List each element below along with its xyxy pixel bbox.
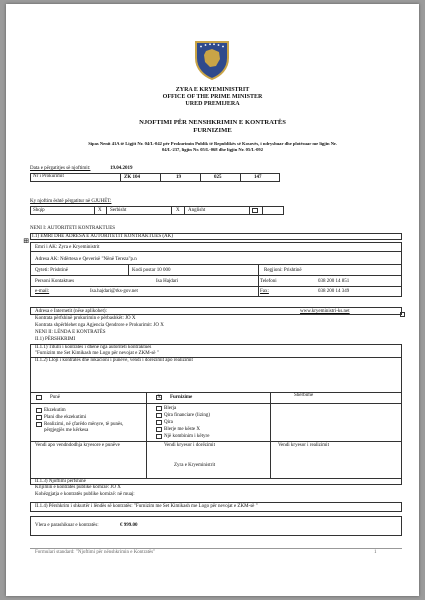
org-name-line-2: OFFICE OF THE PRIME MINISTER [162, 94, 263, 100]
supplies-option: Qira [164, 420, 173, 425]
fax-label: Fax: [260, 289, 269, 294]
contact-person-name: Isa Hajdari [156, 279, 179, 284]
legal-basis-line-1: Sipas Nenit 41A të Ligjit Nr. 04/L-042 për Prokurimin Publik të Republikës së Kosovës, i ndryshuar dhe plotësuar me ligjin Nr. [88, 141, 337, 146]
services-column-header: Shërbime [294, 393, 314, 398]
works-option-checkbox[interactable] [36, 422, 42, 427]
procurement-number-label: Nr i Prokurimit [33, 174, 64, 179]
kosovo-emblem-icon [192, 36, 232, 80]
works-option [44, 422, 138, 434]
section-2-subheading: II.1) PËRSHKRIMI [35, 337, 76, 342]
section-2-heading: NENI II: LËNDA E KONTRATËS [35, 330, 106, 335]
framework-line-2: Kohëzgjatja e kontratës publike kornizë: në muaj: [35, 492, 135, 497]
works-place-text: Vendi apo vendndodhja kryesore e punëve [35, 443, 120, 448]
supplies-option: Blerja [164, 406, 177, 411]
ak-address: Adresa AK: Ndërtesa e Qeverisë "Nënë Tereza"p.n [35, 257, 137, 262]
supplies-option-checkbox[interactable] [156, 420, 162, 425]
procurement-number-table [30, 173, 280, 182]
contract-type-label: II.1.2) Lloji i kontratës dhe lokacioni i punëve, vendi i dorëzimit apo realizimit [35, 358, 193, 363]
footer-page-number: 1 [374, 550, 377, 555]
document-title: NJOFTIMI PËR NENSHKRIMIN E KONTRATËS [139, 119, 286, 126]
website-value[interactable]: www.kryeministri-ks.net [300, 309, 350, 314]
supplies-option-checkbox[interactable] [156, 406, 162, 411]
joint-procurement-line: Kontrata përfshinë prokurimin e përbashkët: JO X [35, 316, 136, 321]
supplies-option-checkbox[interactable] [156, 427, 162, 432]
region: Regjioni: Prishtinë [264, 268, 302, 273]
framework-line-1: Krijimin e kontratës publike kornizë: JO X [35, 485, 121, 490]
org-name-line-3: URED PREMIJERA [185, 101, 240, 107]
language-name: Shqip [33, 208, 45, 213]
language-table [30, 206, 284, 215]
works-option: Plani dhe ekzekutimi [44, 415, 87, 420]
resize-handle-icon[interactable] [400, 312, 405, 317]
procurement-number-part: 025 [214, 175, 222, 180]
works-column-header: Punë [50, 395, 60, 400]
supplies-place-label: Vendi kryesor i dorëzimit [164, 443, 215, 448]
contact-person-label: Personi Kontaktues [35, 279, 75, 284]
language-mark: X [98, 208, 102, 213]
supplies-option-checkbox[interactable] [156, 413, 162, 418]
website-label: Adresa e Internetit (nëse aplikohet): [35, 309, 107, 314]
framework-label: II.1.3) Njoftimi përfshinë [35, 479, 86, 484]
short-description: II.1.4) Përshkrim i shkurtër i lëndës së kontratës: "Furnizim me Set Kimikash me Logo për nevojat e ZKM-së " [35, 504, 258, 509]
language-mark: X [176, 208, 180, 213]
date-label: Data e përgatitjes së njoftimit: [30, 166, 91, 171]
supplies-option: Blerje me këste X [164, 427, 200, 432]
city: Qyteti: Prishtinë [35, 268, 68, 273]
language-name: Anglisht [188, 208, 206, 213]
works-place-label [35, 443, 143, 449]
contract-title-label: II.1.1) Titulli i kontratës i dhënë nga autoriteti kontraktues [35, 345, 152, 350]
email-value[interactable]: Isa.hajdari@rks-gov.net [90, 289, 138, 294]
works-option-checkbox[interactable] [36, 415, 42, 420]
central-agency-line: Kontrata shpërblehet nga Agjencia Qendrore e Prokurimit: JO X [35, 323, 164, 328]
phone-value: 038 200 14 851 [318, 279, 350, 284]
estimated-value-amount: € 999.00 [120, 523, 138, 528]
works-option-checkbox[interactable] [36, 408, 42, 413]
section-1-subheading: I.1) EMRI DHE ADRESA E AUTORITETIT KONTRAKTUES (AK) [32, 234, 173, 239]
fax-value: 038 200 14 349 [318, 289, 350, 294]
section-1-heading: NENI I: AUTORITETI KONTRAKTUES [30, 226, 116, 231]
language-label: Ky njoftim është përgatitur në GJUHËT: [30, 199, 112, 204]
contract-title-value: "Furnizim me Set Kimikash me Logo për nevojat e ZKM-së " [35, 351, 159, 356]
works-option-text: Realizimi, në çfarëdo mënyre, të punës, përgjegjës me kërkesa [44, 422, 124, 433]
move-handle-icon[interactable]: ⊞ [23, 237, 29, 245]
ak-name: Emri i AK: Zyra e Kryeministrit [35, 245, 100, 250]
supplies-column-header: Furnizime [170, 395, 193, 400]
language-checkbox[interactable] [252, 208, 258, 213]
supplies-checkbox[interactable] [156, 395, 162, 400]
document-subtitle: FURNIZIME [193, 127, 232, 134]
phone-label: Telefoni [260, 279, 277, 284]
supplies-option: Një kombinim i këtyre [164, 434, 210, 439]
services-place-label: Vendi kryesor i realizimit [278, 443, 329, 448]
org-name-line-1: ZYRA E KRYEMINISTRIT [175, 87, 250, 93]
procurement-number-part: ZK 104 [124, 175, 140, 180]
postal-code: Kodi postar 10 000 [132, 268, 171, 273]
procurement-number-part: 147 [254, 175, 262, 180]
language-name: Serbisht [110, 208, 127, 213]
supplies-mark: X [157, 395, 161, 400]
email-label: e-mail: [35, 289, 50, 294]
date-value: 19.04.2019 [110, 166, 133, 171]
footer-form-name: Formulari standard: "Njoftimi për nënshkrimin e Kontratës" [35, 550, 156, 555]
supplies-place-value: Zyra e Kryeministrit [174, 463, 216, 468]
legal-basis-line-2: 04/L-237, ligjin Nr. 05/L-068 dhe ligjin Nr. 05/L-092 [162, 147, 263, 152]
procurement-number-part: 19 [176, 175, 181, 180]
supplies-option-checkbox[interactable] [156, 434, 162, 439]
works-option: Ekzekutim [44, 408, 66, 413]
estimated-value-label: Vlera e parashikuar e kontratës: [35, 523, 99, 528]
works-checkbox[interactable] [36, 395, 42, 400]
document-page [6, 4, 419, 596]
supplies-option: Qira financiare (lizing) [164, 413, 211, 418]
